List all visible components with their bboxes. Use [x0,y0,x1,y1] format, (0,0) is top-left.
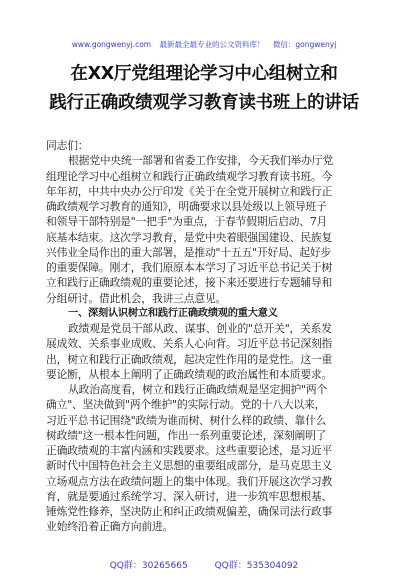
body-line: 习近平总书记围绕"政绩为谁而树、树什么样的政绩、靠什么 [46,413,327,427]
section-heading: 一、深刻认识树立和践行正确政绩观的重大意义 [68,307,278,319]
qq-group-2: QQ群：535304092 [214,561,299,571]
qq-group-1: QQ群：30265665 [109,561,188,571]
body-line: 底基本结束。这次学习教育，是党中央着眼强国建设、民族复 [46,230,333,244]
body-line: 立场观点方法在政绩问题上的集中体现。我们开展这次学习教 [46,474,333,488]
body-line: 展成效、关系事业成败、关系人心向背。习近平总书记深刻指 [46,337,333,351]
body-line: 立和践行正确政绩观的重要论述，接下来还要进行专题辅导和 [46,276,333,290]
site-url[interactable]: www.gongwenyj.com [71,40,152,49]
body-line: 业始终沿着正确方向前进。 [46,520,174,534]
body-line: 和领导干部特别是"一把手"为重点，于春节假期后启动、7月 [46,215,328,229]
body-line: 确政绩观学习教育的通知》，明确要求以县处级以上领导班子 [46,200,327,213]
body-line: 新时代中国特色社会主义思想的重要组成部分，是马克思主义 [46,459,333,473]
site-slogan: 最新最全最专业的公文资料库！ [159,40,265,49]
site-wechat: 微信：gongwenyj [272,40,337,49]
body-line: 根据党中央统一部署和省委工作安排，今天我们举办厅党 [68,154,333,168]
site-header [0,39,408,50]
body-line: 政绩观是党员干部从政、谋事、创业的"总开关"，关系发 [68,322,332,335]
body-line: 正确政绩观的丰富内涵和实践要求。这些重要论述，是习近平 [46,444,333,457]
body-line: 分组研讨。借此机会，我讲三点意见。 [46,291,227,305]
document-body [46,138,364,535]
body-line: 兴伟业全局作出的重大部署，是推动"十五五"开好局、起好步 [46,245,332,259]
body-line: 树政绩"这一根本性问题，作出一系列重要论述，深刻阐明了 [46,428,327,442]
document-title-line-1: 在XX厅党组理论学习中心组树立和 [70,64,338,84]
body-line: 出，树立和践行正确政绩观，起决定性作用的是党性。这一重 [46,352,333,366]
body-line: 年年初，中共中央办公厅印发《关于在全党开展树立和践行正 [46,184,333,198]
body-line: 从政治高度看，树立和践行正确政绩观是坚定拥护"两个 [68,383,328,396]
body-line: 同志们： [46,139,89,152]
body-line: 锤炼党性修养，坚决防止和纠正政绩观偏差，确保司法行政事 [46,505,333,518]
body-line: 育，就是要通过系统学习、深入研讨，进一步筑牢思想根基、 [46,489,333,503]
body-line: 组理论学习中心组树立和践行正确政绩观学习教育读书班。今 [46,169,333,183]
body-line: 的重要保障。刚才，我们原原本本学习了习近平总书记关于树 [46,261,333,274]
site-footer [0,558,408,571]
document-title-line-2: 践行正确政绩观学习教育读书班上的讲话 [49,93,359,113]
body-line: 确立"、坚决做到"两个维护"的实际行动。党的十八大以来， [46,398,326,412]
body-line: 要论断，从根本上阐明了正确政绩观的政治属性和本质要求。 [46,367,333,381]
